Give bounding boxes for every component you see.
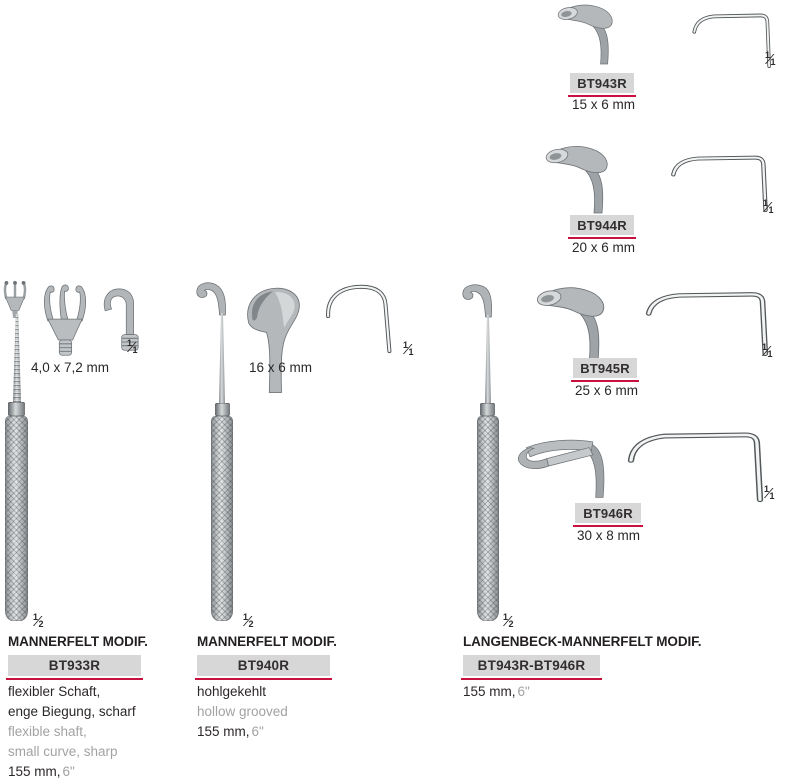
description-line-en: hollow grooved [197,704,288,719]
description-line-de: enge Biegung, scharf [8,704,136,719]
product-heading: LANGENBECK-MANNERFELT MODIF. [463,634,702,649]
length-label: 155 mm, 6" [197,724,264,739]
scale-ratio-1-1: 1⁄1 [763,198,774,216]
catalog-number: BT940R [237,658,290,673]
catalog-number-range: BT943R-BT946R [477,658,586,673]
curved-retractor-enlarged-image [244,283,304,395]
catalog-number: BT945R [580,360,630,376]
instrument-handle [5,416,28,621]
instrument-flexible-shaft [13,314,21,402]
catalog-number: BT943R [577,75,627,91]
instrument-shaft [219,313,225,403]
description-line-de: hohlgekehlt [197,684,267,699]
catalog-number-badge [8,655,141,676]
catalog-number: BT944R [577,217,627,233]
length-label: 155 mm, 6" [463,684,530,699]
scale-ratio-1-1: 1⁄1 [127,338,138,356]
instrument-collar [8,402,25,416]
product-description [8,682,136,782]
curved-retractor-tip-image [192,279,234,315]
blade-dimension-label: 16 x 6 mm [249,360,313,375]
catalog-number-range-badge [463,655,600,676]
retractor-blade-front-image [552,2,642,64]
description-line-en: flexible shaft, [8,724,87,739]
retractor-stirrup-blade-image [508,430,628,502]
catalog-number-badge [197,655,330,676]
blade-dimension-label: 25 x 6 mm [575,383,639,398]
instrument-handle [477,416,499,621]
blade-dimension-label: 20 x 6 mm [572,240,636,255]
catalog-number-badge [570,215,634,235]
retractor-blade-front-image [540,142,640,214]
retractor-blade-front-image [528,284,642,360]
scale-ratio-1-1: 1⁄1 [403,340,414,358]
length-label: 155 mm, 6" [8,764,75,779]
retractor-side-profile-image [642,288,776,356]
rake-dimension-label: 4,0 x 7,2 mm [31,360,110,375]
product-heading: MANNERFELT MODIF. [197,634,337,649]
instrument-handle [211,416,233,621]
catalog-number: BT933R [48,658,101,673]
scale-ratio-1-1: 1⁄1 [764,484,775,502]
rake-retractor-tip-image [2,280,28,318]
catalog-number-badge [575,503,641,523]
product-heading: MANNERFELT MODIF. [8,634,148,649]
catalog-number-badge [570,73,634,93]
curved-retractor-side-profile-image [323,283,413,353]
rake-retractor-enlarged-image [38,283,92,359]
retractor-side-profile-image [668,152,774,212]
catalog-number-badge [573,358,637,378]
scale-ratio-1-1: 1⁄1 [765,50,776,68]
retractor-side-profile-image [625,428,775,502]
blade-dimension-label: 30 x 8 mm [577,528,641,543]
instrument-shaft [485,315,491,403]
description-line-de: flexibler Schaft, [8,684,101,699]
langenbeck-retractor-tip-image [459,281,499,317]
instrument-collar [480,403,495,416]
scale-ratio-1-2: 1⁄2 [33,612,44,630]
scale-ratio-1-1: 1⁄1 [762,342,773,360]
scale-ratio-1-2: 1⁄2 [243,612,254,630]
blade-dimension-label: 15 x 6 mm [572,97,636,112]
product-description [197,682,288,742]
product-description [463,682,530,702]
instrument-collar [215,403,230,416]
scale-ratio-1-2: 1⁄2 [503,612,514,630]
retractor-side-profile-image [690,10,776,68]
description-line-en: small curve, sharp [8,744,118,759]
catalog-number: BT946R [583,505,633,521]
